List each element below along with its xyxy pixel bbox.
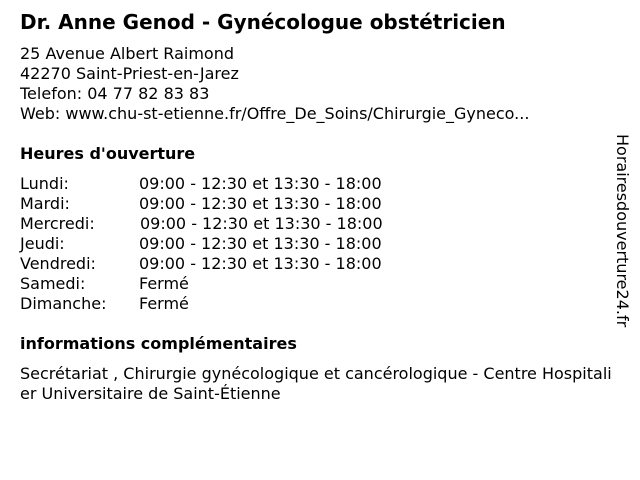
hours-time: Fermé (139, 274, 189, 293)
page-title: Dr. Anne Genod - Gynécologue obstétricien (20, 10, 506, 34)
hours-time: 09:00 - 12:30 et 13:30 - 18:00 (139, 194, 382, 213)
hours-time: 09:00 - 12:30 et 13:30 - 18:00 (139, 254, 382, 273)
hours-time: Fermé (139, 294, 189, 313)
additional-info-text: Secrétariat , Chirurgie gynécologique et cancérologique - Centre Hospitalier Universitaire de Saint-Étienne (20, 364, 612, 403)
hours-day: Lundi: (20, 174, 69, 193)
hours-time: 09:00 - 12:30 et 13:30 - 18:00 (139, 174, 382, 193)
contact-details (20, 44, 529, 124)
hours-day: Samedi: (20, 274, 86, 293)
website-link[interactable]: Web: www.chu-st-etienne.fr/Offre_De_Soins/Chirurgie_Gyneco... (20, 104, 530, 123)
address-street: 25 Avenue Albert Raimond (20, 44, 234, 63)
hours-day: Mercredi: (20, 214, 95, 233)
hours-time: 09:00 - 12:30 et 13:30 - 18:00 (140, 214, 383, 233)
phone-number[interactable]: Telefon: 04 77 82 83 83 (20, 84, 210, 103)
hours-day: Jeudi: (20, 234, 65, 253)
opening-hours-heading: Heures d'ouverture (20, 144, 196, 163)
address-city: 42270 Saint-Priest-en-Jarez (20, 64, 239, 83)
hours-day: Mardi: (20, 194, 70, 213)
hours-day: Dimanche: (20, 294, 107, 313)
site-watermark: Horairesdouverture24.fr (613, 134, 632, 328)
hours-time: 09:00 - 12:30 et 13:30 - 18:00 (139, 234, 382, 253)
additional-info-heading: informations complémentaires (20, 334, 297, 353)
hours-day: Vendredi: (20, 254, 96, 273)
